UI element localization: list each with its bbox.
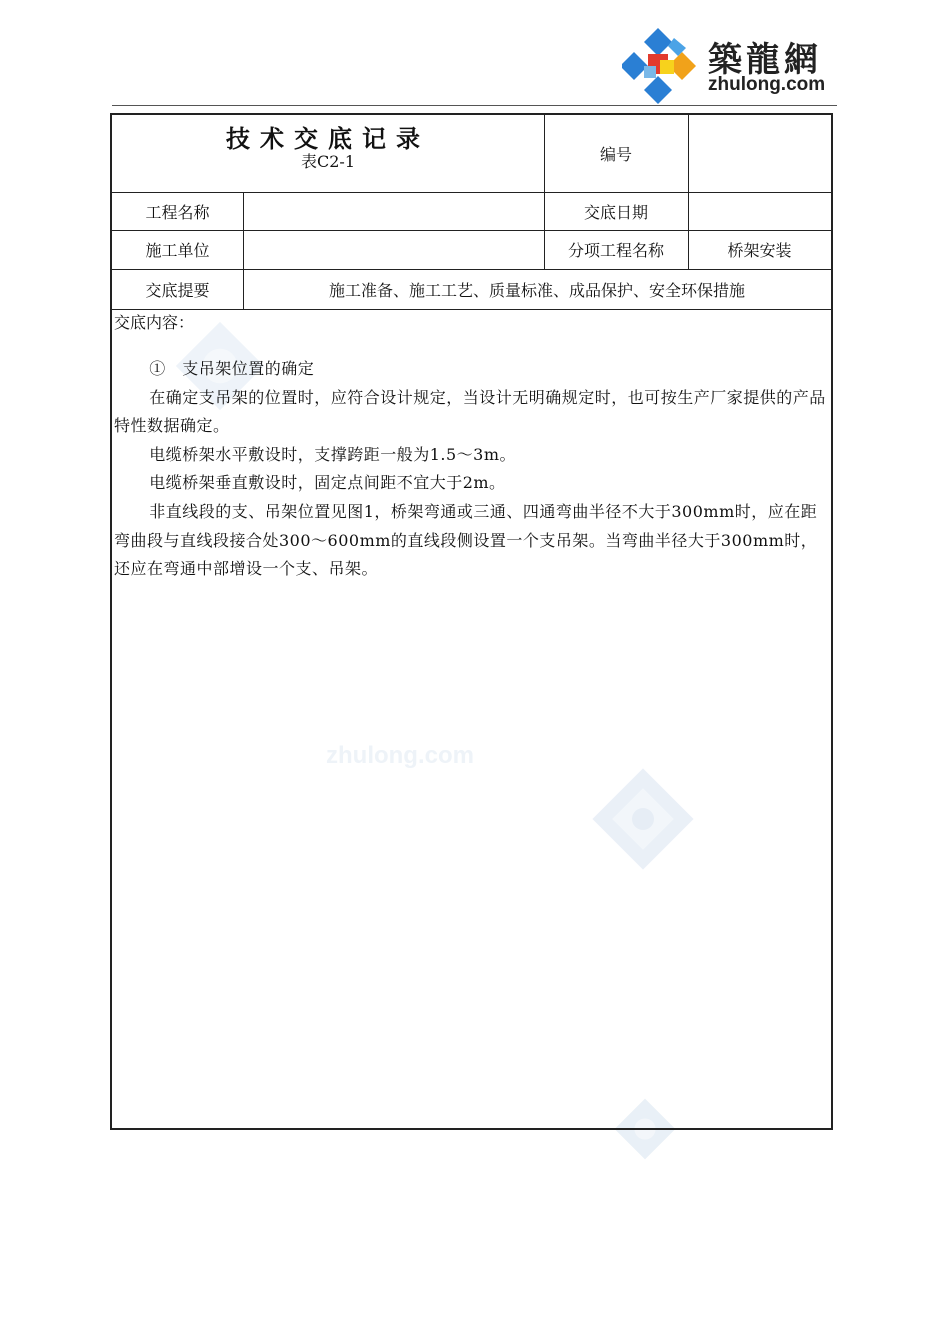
disclosure-content (114, 313, 829, 584)
form-number: 表C2-1 (300, 152, 355, 171)
disclosure-date-label: 交底日期 (583, 203, 648, 222)
content-paragraph: 在确定支吊架的位置时，应符合设计规定，当设计无明确规定时，也可按生产厂家提供的产品特性数据确定。 (114, 387, 826, 436)
zhulong-cube-icon (622, 26, 702, 106)
content-item-heading: ① 支吊架位置的确定 (149, 359, 315, 378)
technical-disclosure-form (110, 113, 833, 1130)
logo-chinese-name: 築龍網 (708, 40, 822, 80)
form-title: 技术交底记录 (226, 125, 430, 153)
logo-domain: zhulong.com (708, 74, 826, 95)
subproject-name-label: 分项工程名称 (567, 241, 664, 260)
content-paragraph: 非直线段的支、吊架位置见图1，桥架弯通或三通、四通弯曲半径不大于300mm时，应在距弯曲段与直线段接合处300～600mm的直线段侧设置一个支吊架。当弯曲半径大于300mm时，还应在弯通中部增设一个支、吊架。 (114, 501, 818, 579)
content-paragraph: 电缆桥架垂直敷设时，固定点间距不宜大于2m。 (149, 473, 506, 493)
header-divider (112, 105, 837, 106)
summary-label: 交底提要 (145, 281, 210, 300)
content-label: 交底内容： (114, 313, 195, 332)
serial-label: 编号 (599, 145, 632, 164)
project-name-label: 工程名称 (145, 203, 210, 222)
watermark-text: zhulong.com (326, 742, 474, 769)
construction-unit-label: 施工单位 (145, 241, 210, 260)
zhulong-logo (622, 24, 837, 104)
subproject-name-value: 桥架安装 (727, 241, 792, 260)
summary-value: 施工准备、施工工艺、质量标准、成品保护、安全环保措施 (328, 281, 745, 300)
content-paragraph: 电缆桥架水平敷设时，支撑跨距一般为1.5～3m。 (149, 444, 516, 464)
